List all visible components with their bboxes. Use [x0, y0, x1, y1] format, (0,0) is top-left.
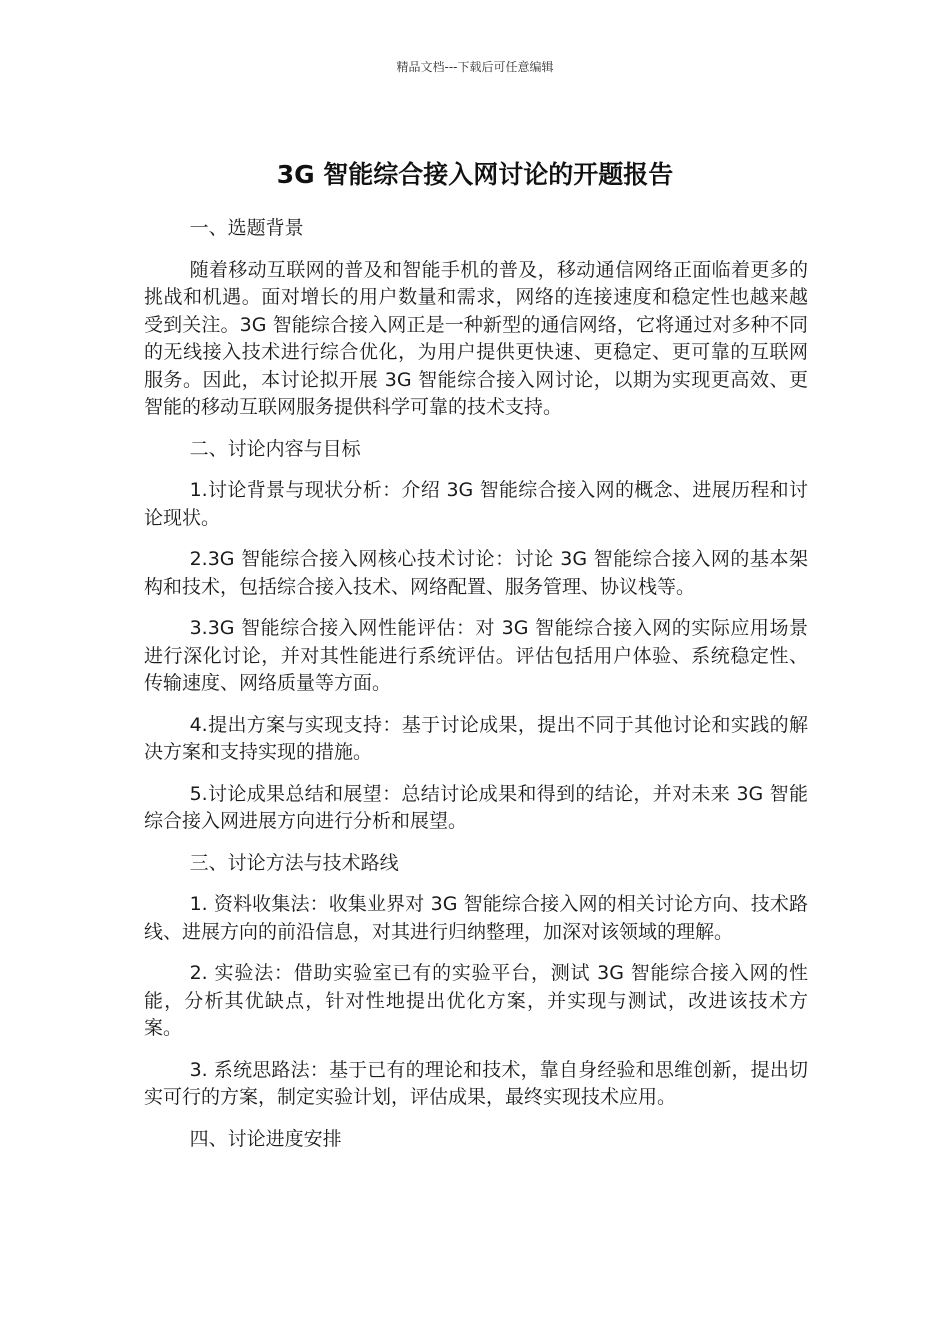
paragraph-background: 随着移动互联网的普及和智能手机的普及，移动通信网络正面临着更多的挑战和机遇。面对增长的用户数量和需求，网络的连接速度和稳定性也越来越受到关注。3G 智能综合接入网正是一种新型的通信网络，它将通过对多种不同的无线接入技术进行综合优化，为用户提供更快速、更稳定、更可靠的互联网服务。因此，本讨论拟开展 3G 智能综合接入网讨论，以期为实现更高效、更智能的移动互联网服务提供科学可靠的技术支持。 — [144, 258, 808, 418]
paragraph-method-3: 3. 系统思路法：基于已有的理论和技术，靠自身经验和思维创新，提出切实可行的方案，制定实验计划，评估成果，最终实现技术应用。 — [144, 1058, 808, 1108]
paragraph-item-5: 5.讨论成果总结和展望：总结讨论成果和得到的结论，并对未来 3G 智能综合接入网进展方向进行分析和展望。 — [144, 782, 808, 832]
document-body — [144, 215, 808, 1167]
document-title: 3G 智能综合接入网讨论的开题报告 — [276, 159, 674, 189]
section-heading-background: 一、选题背景 — [189, 217, 304, 239]
section-heading-content-goals: 二、讨论内容与目标 — [189, 437, 361, 460]
paragraph-item-4: 4.提出方案与实现支持：基于讨论成果，提出不同于其他讨论和实践的解决方案和支持实现的措施。 — [144, 713, 808, 763]
paragraph-item-2: 2.3G 智能综合接入网核心技术讨论：讨论 3G 智能综合接入网的基本架构和技术，包括综合接入技术、网络配置、服务管理、协议栈等。 — [144, 548, 808, 598]
paragraph-item-3: 3.3G 智能综合接入网性能评估：对 3G 智能综合接入网的实际应用场景进行深化讨论，并对其性能进行系统评估。评估包括用户体验、系统稳定性、传输速度、网络质量等方面。 — [144, 617, 808, 694]
page-header: 精品文档---下载后可任意编辑 — [396, 60, 554, 74]
section-heading-schedule: 四、讨论进度安排 — [189, 1127, 342, 1150]
paragraph-method-2: 2. 实验法：借助实验室已有的实验平台，测试 3G 智能综合接入网的性能，分析其优缺点，针对性地提出优化方案，并实现与测试，改进该技术方案。 — [144, 962, 808, 1039]
paragraph-method-1: 1. 资料收集法：收集业界对 3G 智能综合接入网的相关讨论方向、技术路线、进展方向的前沿信息，对其进行归纳整理，加深对该领域的理解。 — [144, 893, 808, 943]
section-heading-methods: 三、讨论方法与技术路线 — [189, 851, 399, 874]
paragraph-item-1: 1.讨论背景与现状分析：介绍 3G 智能综合接入网的概念、进展历程和讨论现状。 — [144, 479, 808, 529]
